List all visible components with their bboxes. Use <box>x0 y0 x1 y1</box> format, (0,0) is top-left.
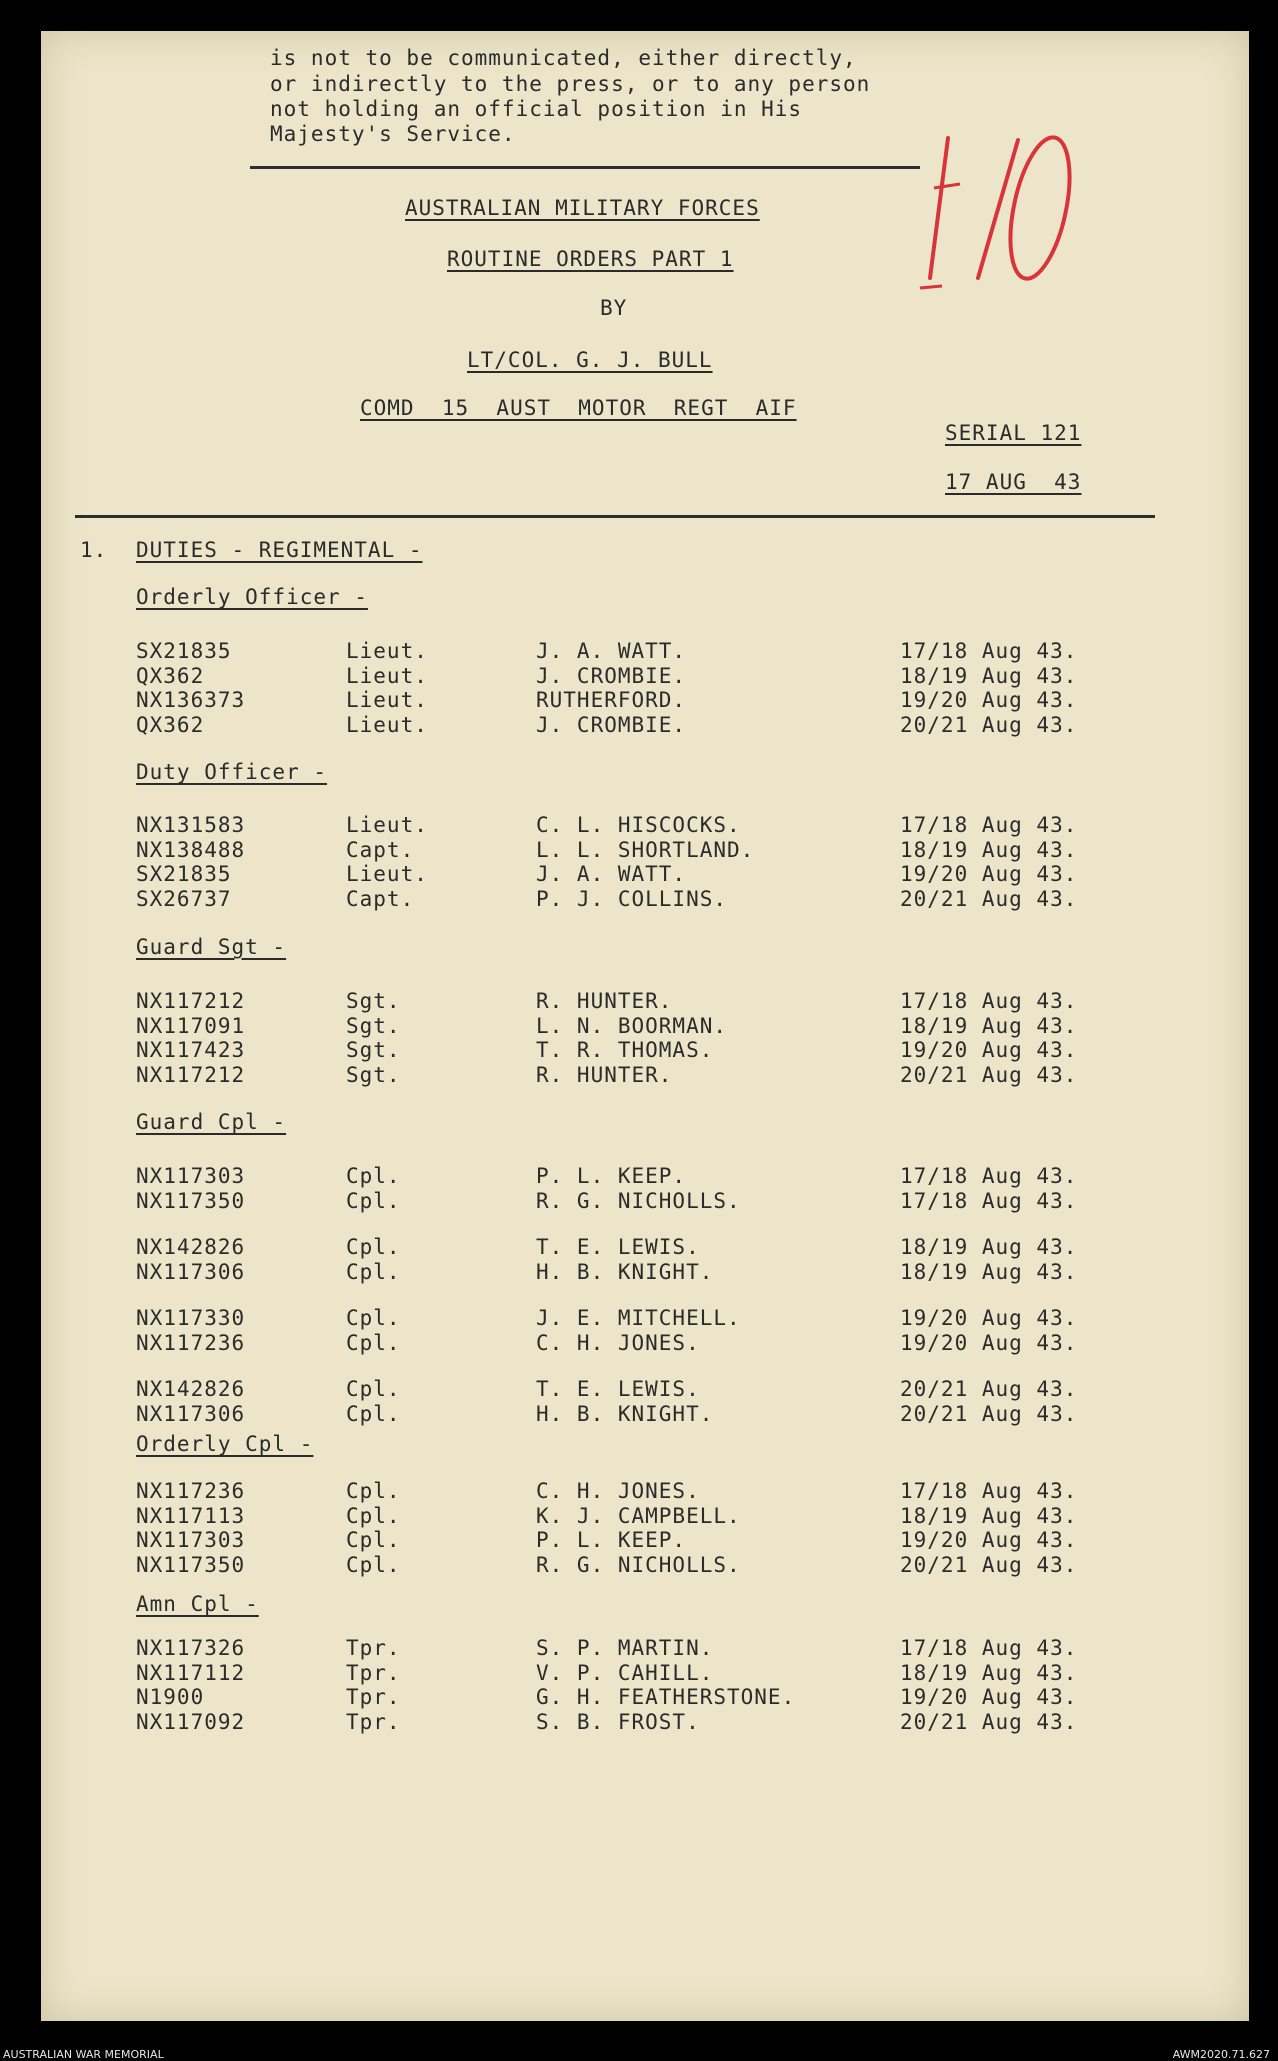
rank: Sgt. <box>346 1038 401 1062</box>
duty-date: 20/21 Aug 43. <box>900 1062 1078 1087</box>
service-number: SX21835 <box>136 639 232 663</box>
name: RUTHERFORD. <box>536 688 687 712</box>
duty-group-title: Duty Officer - <box>136 760 328 784</box>
name: S. P. MARTIN. <box>536 1636 714 1660</box>
name: C. H. JONES. <box>536 1330 700 1355</box>
duty-date: 20/21 Aug 43. <box>900 1377 1078 1401</box>
rank: Capt. <box>346 886 415 911</box>
section-title: DUTIES - REGIMENTAL - <box>136 538 423 562</box>
rank: Cpl. <box>346 1188 401 1213</box>
name: R. HUNTER. <box>536 1062 673 1087</box>
caveat-line-2: or indirectly to the press, or to any person <box>270 72 871 96</box>
force-title: AUSTRALIAN MILITARY FORCES <box>405 196 760 220</box>
service-number: NX117236 <box>136 1479 246 1503</box>
name: C. L. HISCOCKS. <box>536 813 741 837</box>
duty-date: 20/21 Aug 43. <box>900 712 1078 737</box>
rank: Cpl. <box>346 1552 401 1577</box>
name: R. HUNTER. <box>536 989 673 1013</box>
service-number: NX142826 <box>136 1377 246 1401</box>
rank: Lieut. <box>346 639 428 663</box>
name: P. J. COLLINS. <box>536 886 728 911</box>
caveat-line-3: not holding an official position in His <box>270 97 803 121</box>
duty-date: 17/18 Aug 43. <box>900 1188 1078 1213</box>
duty-date: 20/21 Aug 43. <box>900 1401 1078 1426</box>
name: J. CROMBIE. <box>536 712 687 737</box>
name: T. E. LEWIS. <box>536 1235 700 1259</box>
name: H. B. KNIGHT. <box>536 1259 714 1284</box>
rank: Cpl. <box>346 1306 401 1330</box>
service-number: NX117330 <box>136 1306 246 1330</box>
rank: Lieut. <box>346 813 428 837</box>
duty-date: 19/20 Aug 43. <box>900 1528 1078 1552</box>
rank: Tpr. <box>346 1709 401 1734</box>
service-number: NX117306 <box>136 1401 246 1426</box>
name: K. J. CAMPBELL. <box>536 1503 741 1528</box>
service-number: QX362 <box>136 663 205 688</box>
duty-date: 19/20 Aug 43. <box>900 1306 1078 1330</box>
duty-group-title: Guard Sgt - <box>136 935 287 959</box>
service-number: NX117306 <box>136 1259 246 1284</box>
duty-date: 18/19 Aug 43. <box>900 1013 1078 1038</box>
duty-date: 19/20 Aug 43. <box>900 1038 1078 1062</box>
service-number: NX117091 <box>136 1013 246 1038</box>
caveat-rule <box>250 166 920 169</box>
duty-group-title: Amn Cpl - <box>136 1592 259 1616</box>
rank: Lieut. <box>346 663 428 688</box>
service-number: NX117092 <box>136 1709 246 1734</box>
service-number: SX26737 <box>136 886 232 911</box>
orders-title: ROUTINE ORDERS PART 1 <box>447 247 734 271</box>
service-number: NX131583 <box>136 813 246 837</box>
service-number: NX117303 <box>136 1164 246 1188</box>
duty-date: 20/21 Aug 43. <box>900 1709 1078 1734</box>
service-number: SX21835 <box>136 862 232 886</box>
service-number: QX362 <box>136 712 205 737</box>
duty-date: 20/21 Aug 43. <box>900 886 1078 911</box>
rank: Cpl. <box>346 1164 401 1188</box>
name: V. P. CAHILL. <box>536 1660 714 1685</box>
name: P. L. KEEP. <box>536 1528 687 1552</box>
caveat-line-1: is not to be communicated, either directly, <box>270 46 857 70</box>
duty-date: 19/20 Aug 43. <box>900 862 1078 886</box>
name: L. N. BOORMAN. <box>536 1013 728 1038</box>
rank: Cpl. <box>346 1259 401 1284</box>
rank: Lieut. <box>346 862 428 886</box>
by-label: BY <box>600 296 628 320</box>
serial-number: SERIAL 121 <box>945 421 1082 445</box>
duty-date: 19/20 Aug 43. <box>900 1330 1078 1355</box>
duty-group-title: Orderly Cpl - <box>136 1432 314 1456</box>
rank: Cpl. <box>346 1330 401 1355</box>
command-title: COMD 15 AUST MOTOR REGT AIF <box>360 396 797 420</box>
rank: Lieut. <box>346 688 428 712</box>
caveat-line-4: Majesty's Service. <box>270 122 516 146</box>
rank: Cpl. <box>346 1401 401 1426</box>
service-number: NX117350 <box>136 1552 246 1577</box>
duty-date: 18/19 Aug 43. <box>900 1660 1078 1685</box>
duty-date: 18/19 Aug 43. <box>900 1235 1078 1259</box>
pencil-annotation <box>890 128 1080 298</box>
rank: Tpr. <box>346 1636 401 1660</box>
footer-source: AUSTRALIAN WAR MEMORIAL <box>3 2048 164 2061</box>
section-number: 1. <box>80 538 108 562</box>
footer-accession: AWM2020.71.627 <box>1172 2048 1270 2061</box>
rank: Cpl. <box>346 1479 401 1503</box>
rank: Tpr. <box>346 1660 401 1685</box>
rank: Cpl. <box>346 1235 401 1259</box>
rank: Cpl. <box>346 1377 401 1401</box>
duty-date: 18/19 Aug 43. <box>900 837 1078 862</box>
service-number: NX117212 <box>136 989 246 1013</box>
order-date: 17 AUG 43 <box>945 470 1082 494</box>
duty-date: 17/18 Aug 43. <box>900 1636 1078 1660</box>
duty-date: 19/20 Aug 43. <box>900 688 1078 712</box>
name: G. H. FEATHERSTONE. <box>536 1685 796 1709</box>
rank: Capt. <box>346 837 415 862</box>
service-number: N1900 <box>136 1685 205 1709</box>
name: T. R. THOMAS. <box>536 1038 714 1062</box>
duty-date: 17/18 Aug 43. <box>900 1479 1078 1503</box>
service-number: NX117236 <box>136 1330 246 1355</box>
name: T. E. LEWIS. <box>536 1377 700 1401</box>
section-rule <box>75 515 1155 518</box>
service-number: NX117303 <box>136 1528 246 1552</box>
name: P. L. KEEP. <box>536 1164 687 1188</box>
service-number: NX117113 <box>136 1503 246 1528</box>
duty-date: 17/18 Aug 43. <box>900 1164 1078 1188</box>
duty-group-title: Guard Cpl - <box>136 1110 287 1134</box>
rank: Cpl. <box>346 1528 401 1552</box>
duty-date: 18/19 Aug 43. <box>900 1259 1078 1284</box>
service-number: NX138488 <box>136 837 246 862</box>
name: L. L. SHORTLAND. <box>536 837 755 862</box>
name: C. H. JONES. <box>536 1479 700 1503</box>
name: S. B. FROST. <box>536 1709 700 1734</box>
duty-date: 17/18 Aug 43. <box>900 989 1078 1013</box>
service-number: NX117326 <box>136 1636 246 1660</box>
rank: Sgt. <box>346 989 401 1013</box>
name: R. G. NICHOLLS. <box>536 1188 741 1213</box>
duty-date: 17/18 Aug 43. <box>900 813 1078 837</box>
name: J. A. WATT. <box>536 639 687 663</box>
name: J. CROMBIE. <box>536 663 687 688</box>
duty-date: 18/19 Aug 43. <box>900 1503 1078 1528</box>
officer-name: LT/COL. G. J. BULL <box>467 348 713 372</box>
name: J. E. MITCHELL. <box>536 1306 741 1330</box>
name: H. B. KNIGHT. <box>536 1401 714 1426</box>
service-number: NX117212 <box>136 1062 246 1087</box>
duty-date: 20/21 Aug 43. <box>900 1552 1078 1577</box>
name: J. A. WATT. <box>536 862 687 886</box>
rank: Sgt. <box>346 1013 401 1038</box>
duty-date: 19/20 Aug 43. <box>900 1685 1078 1709</box>
service-number: NX117112 <box>136 1660 246 1685</box>
rank: Cpl. <box>346 1503 401 1528</box>
rank: Tpr. <box>346 1685 401 1709</box>
duty-date: 17/18 Aug 43. <box>900 639 1078 663</box>
rank: Sgt. <box>346 1062 401 1087</box>
service-number: NX142826 <box>136 1235 246 1259</box>
name: R. G. NICHOLLS. <box>536 1552 741 1577</box>
service-number: NX136373 <box>136 688 246 712</box>
service-number: NX117350 <box>136 1188 246 1213</box>
service-number: NX117423 <box>136 1038 246 1062</box>
duty-group-title: Orderly Officer - <box>136 585 368 609</box>
duty-date: 18/19 Aug 43. <box>900 663 1078 688</box>
rank: Lieut. <box>346 712 428 737</box>
